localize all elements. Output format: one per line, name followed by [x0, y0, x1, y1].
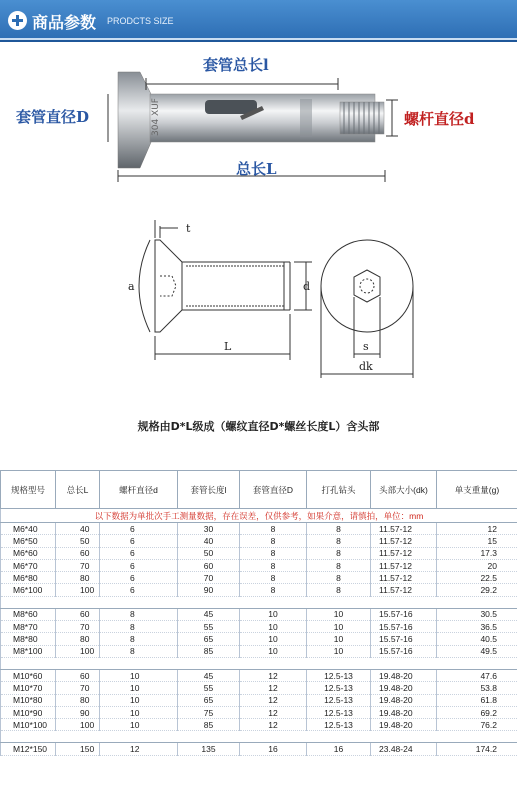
table-cell: 10	[240, 621, 307, 633]
table-cell: 10	[100, 682, 178, 694]
table-cell: 10	[240, 645, 307, 657]
table-cell: 11.57-12	[371, 584, 437, 596]
table-cell: 19.48-20	[371, 706, 437, 718]
table-cell: 80	[56, 572, 100, 584]
table-cell: 65	[178, 633, 240, 645]
table-cell: 15.57-16	[371, 633, 437, 645]
table-cell: 19.48-20	[371, 694, 437, 706]
separator-cell	[1, 596, 517, 608]
table-cell: 174.2	[437, 743, 517, 755]
table-cell: 8	[100, 608, 178, 620]
table-cell: 10	[307, 608, 371, 620]
table-cell: 8	[307, 547, 371, 559]
section-header	[0, 0, 517, 42]
table-cell: 61.8	[437, 694, 517, 706]
table-cell: M6*80	[1, 572, 56, 584]
table-cell: 135	[178, 743, 240, 755]
table-row	[1, 535, 517, 547]
table-cell: 19.48-20	[371, 669, 437, 681]
table-cell: 10	[240, 633, 307, 645]
table-cell: 12	[437, 523, 517, 535]
table-row	[1, 719, 517, 731]
table-header-row	[1, 471, 517, 509]
table-cell: 100	[56, 645, 100, 657]
table-cell: 10	[307, 621, 371, 633]
table-cell: 70	[56, 682, 100, 694]
table-row	[1, 633, 517, 645]
table-cell: 10	[100, 706, 178, 718]
table-cell: 8	[100, 645, 178, 657]
spec-note: 规格由D*L级成（螺纹直径D*螺丝长度L）含头部	[137, 420, 380, 433]
bolt-diameter-label: 螺杆直径d	[404, 110, 475, 128]
table-cell: 80	[56, 694, 100, 706]
table-cell: 90	[56, 706, 100, 718]
table-row	[1, 608, 517, 620]
table-cell: 11.57-12	[371, 572, 437, 584]
dim-d: d	[303, 280, 311, 293]
table-cell: 45	[178, 608, 240, 620]
col-header-head-size: 头部大小(dk)	[371, 471, 437, 509]
col-header-bolt-diameter: 螺杆直径d	[100, 471, 178, 509]
product-photo-area	[0, 44, 517, 194]
sleeve-diameter-label: 套管直径D	[16, 108, 90, 126]
table-cell: 76.2	[437, 719, 517, 731]
table-row	[1, 621, 517, 633]
table-row	[1, 547, 517, 559]
table-note-row	[1, 509, 517, 523]
table-cell: 11.57-12	[371, 523, 437, 535]
sleeve-length-label: 套管总长l	[203, 56, 269, 74]
section-title: 商品参数	[32, 13, 97, 32]
table-cell: 80	[56, 633, 100, 645]
table-cell: 60	[56, 547, 100, 559]
table-cell: 15	[437, 535, 517, 547]
table-cell: 40.5	[437, 633, 517, 645]
table-cell: 16	[307, 743, 371, 755]
table-cell: 12	[100, 743, 178, 755]
col-header-sleeve-length: 套管长度l	[178, 471, 240, 509]
col-header-drill-bit: 打孔钻头	[307, 471, 371, 509]
table-cell: M6*60	[1, 547, 56, 559]
table-cell: M6*100	[1, 584, 56, 596]
table-cell: 12.5-13	[307, 706, 371, 718]
table-cell: M10*80	[1, 694, 56, 706]
table-cell: 8	[307, 535, 371, 547]
table-cell: M10*60	[1, 669, 56, 681]
table-cell: M8*80	[1, 633, 56, 645]
table-row	[1, 584, 517, 596]
col-header-total-length: 总长L	[56, 471, 100, 509]
table-cell: 55	[178, 621, 240, 633]
table-cell: 23.48-24	[371, 743, 437, 755]
table-row	[1, 694, 517, 706]
table-cell: M8*70	[1, 621, 56, 633]
table-cell: 10	[100, 694, 178, 706]
table-cell: 69.2	[437, 706, 517, 718]
table-cell: M8*60	[1, 608, 56, 620]
table-cell: M10*70	[1, 682, 56, 694]
table-cell: 12	[240, 669, 307, 681]
total-length-label: 总长L	[236, 160, 277, 178]
table-cell: 100	[56, 584, 100, 596]
table-cell: 6	[100, 523, 178, 535]
table-cell: M8*100	[1, 645, 56, 657]
table-cell: 6	[100, 584, 178, 596]
table-cell: 150	[56, 743, 100, 755]
table-cell: 65	[178, 694, 240, 706]
table-cell: 8	[240, 523, 307, 535]
table-cell: 30	[178, 523, 240, 535]
technical-drawing	[0, 200, 517, 390]
col-header-sleeve-diameter: 套管直径D	[240, 471, 307, 509]
table-cell: 8	[240, 535, 307, 547]
table-cell: 11.57-12	[371, 547, 437, 559]
table-cell: 60	[56, 608, 100, 620]
table-note: 以下数据为单批次手工测量数据，存在误差，仅供参考，如果介意，请慎拍，单位：mm	[1, 509, 517, 523]
table-cell: 8	[307, 523, 371, 535]
table-cell: 100	[56, 719, 100, 731]
table-group-separator	[1, 596, 517, 608]
table-row	[1, 682, 517, 694]
table-cell: 11.57-12	[371, 535, 437, 547]
dim-t: t	[186, 222, 191, 235]
table-cell: 10	[240, 608, 307, 620]
dim-a: a	[128, 280, 135, 293]
table-cell: 12	[240, 682, 307, 694]
table-cell: 6	[100, 572, 178, 584]
dim-L: L	[224, 340, 232, 353]
table-cell: 12.5-13	[307, 694, 371, 706]
table-cell: M6*40	[1, 523, 56, 535]
dim-dk: dk	[359, 360, 373, 373]
table-cell: M10*100	[1, 719, 56, 731]
table-cell: 60	[56, 669, 100, 681]
table-group-separator	[1, 731, 517, 743]
table-cell: 40	[56, 523, 100, 535]
table-cell: 40	[178, 535, 240, 547]
table-cell: 15.57-16	[371, 645, 437, 657]
table-cell: 75	[178, 706, 240, 718]
table-cell: 10	[307, 645, 371, 657]
table-row	[1, 572, 517, 584]
table-cell: 6	[100, 535, 178, 547]
table-cell: 10	[100, 669, 178, 681]
table-cell: 47.6	[437, 669, 517, 681]
table-cell: 8	[240, 547, 307, 559]
table-cell: 8	[240, 572, 307, 584]
table-cell: 6	[100, 547, 178, 559]
engraving-text: 304 XUF	[151, 98, 161, 136]
table-group-separator	[1, 657, 517, 669]
dim-s: s	[363, 340, 369, 353]
table-cell: 12.5-13	[307, 719, 371, 731]
table-cell: 10	[100, 719, 178, 731]
table-cell: 70	[56, 559, 100, 571]
table-cell: 16	[240, 743, 307, 755]
table-cell: 12	[240, 706, 307, 718]
table-cell: 12.5-13	[307, 669, 371, 681]
table-cell: 17.3	[437, 547, 517, 559]
col-header-weight: 单支重量(g)	[437, 471, 517, 509]
header-underline	[0, 38, 517, 40]
table-cell: 50	[178, 547, 240, 559]
spec-table	[0, 470, 517, 756]
table-cell: 90	[178, 584, 240, 596]
table-cell: 85	[178, 719, 240, 731]
plus-circle-icon	[8, 11, 27, 30]
table-cell: 36.5	[437, 621, 517, 633]
table-row	[1, 706, 517, 718]
table-cell: 22.5	[437, 572, 517, 584]
section-subtitle: PRODCTS SIZE	[107, 16, 174, 26]
table-cell: M6*70	[1, 559, 56, 571]
table-cell: 8	[240, 559, 307, 571]
table-cell: 8	[307, 572, 371, 584]
col-header-model: 规格型号	[1, 471, 56, 509]
table-cell: 60	[178, 559, 240, 571]
table-cell: M10*90	[1, 706, 56, 718]
table-cell: 29.2	[437, 584, 517, 596]
table-cell: 8	[307, 559, 371, 571]
table-cell: M12*150	[1, 743, 56, 755]
table-cell: 49.5	[437, 645, 517, 657]
table-row	[1, 559, 517, 571]
table-cell: 15.57-16	[371, 621, 437, 633]
separator-cell	[1, 731, 517, 743]
table-cell: 12	[240, 719, 307, 731]
table-row	[1, 523, 517, 535]
table-row	[1, 669, 517, 681]
separator-cell	[1, 657, 517, 669]
table-cell: 50	[56, 535, 100, 547]
table-cell: M6*50	[1, 535, 56, 547]
table-cell: 19.48-20	[371, 682, 437, 694]
table-cell: 8	[100, 621, 178, 633]
table-row	[1, 645, 517, 657]
table-cell: 6	[100, 559, 178, 571]
table-cell: 12	[240, 694, 307, 706]
table-cell: 15.57-16	[371, 608, 437, 620]
table-row	[1, 743, 517, 755]
table-cell: 70	[56, 621, 100, 633]
table-cell: 85	[178, 645, 240, 657]
table-cell: 12.5-13	[307, 682, 371, 694]
table-cell: 70	[178, 572, 240, 584]
table-cell: 53.8	[437, 682, 517, 694]
table-cell: 55	[178, 682, 240, 694]
table-cell: 20	[437, 559, 517, 571]
table-cell: 8	[240, 584, 307, 596]
bolt-drawing	[0, 200, 517, 390]
table-cell: 30.5	[437, 608, 517, 620]
table-cell: 8	[307, 584, 371, 596]
table-cell: 45	[178, 669, 240, 681]
table-cell: 11.57-12	[371, 559, 437, 571]
table-cell: 8	[100, 633, 178, 645]
table-cell: 19.48-20	[371, 719, 437, 731]
spec-table-body	[1, 509, 517, 756]
table-cell: 10	[307, 633, 371, 645]
